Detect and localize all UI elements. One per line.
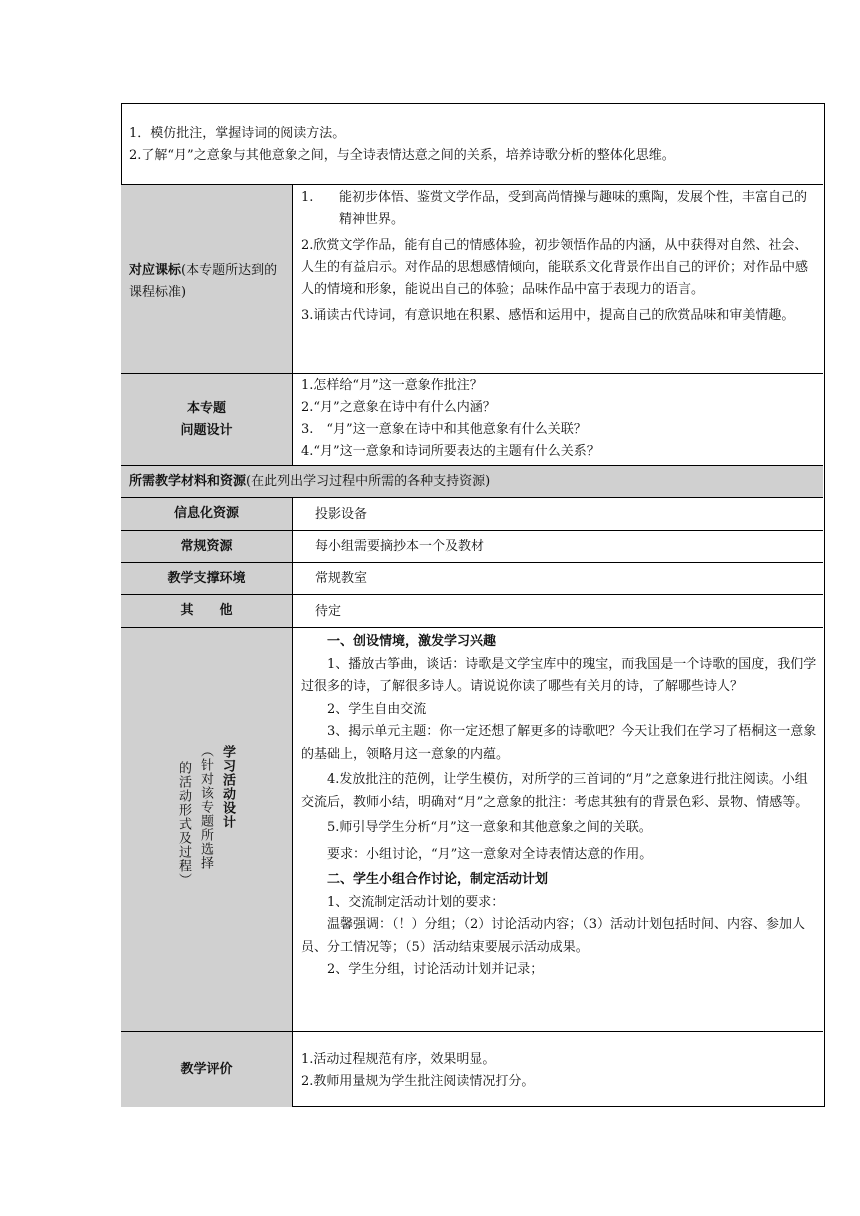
- objective-item: 1．模仿批注，掌握诗词的阅读方法。: [129, 126, 346, 141]
- standards-content-cell: [301, 185, 817, 373]
- resource-value: 待定: [315, 604, 342, 619]
- activity-paragraph: 温馨强调：（！）分组；（2）讨论活动内容；（3）活动计划包括时间、内容、参加人员、分工情况等；（5）活动结束要展示活动成果。: [301, 917, 806, 955]
- evaluation-item: 2.教师用量规为学生批注阅读情况打分。: [301, 1074, 535, 1089]
- resource-value: 投影设备: [315, 507, 368, 522]
- section-title: 一、创设情境，激发学习兴趣: [327, 634, 497, 649]
- resource-label: 教学支撑环境: [121, 563, 292, 594]
- questions-label: 问题设计: [180, 423, 233, 438]
- materials-header-row: [121, 466, 823, 498]
- questions-row: [121, 374, 823, 466]
- resource-value: 常规教室: [315, 571, 368, 586]
- resource-row: [121, 563, 823, 595]
- standards-row: [121, 185, 823, 374]
- materials-header-title: 所需教学材料和资源: [129, 474, 247, 489]
- resource-row: [121, 531, 823, 563]
- activities-row: [121, 628, 823, 1032]
- materials-header-note: (在此列出学习过程中所需的各种支持资源): [246, 474, 491, 489]
- resource-row: [121, 595, 823, 628]
- questions-label: 本专题: [186, 401, 226, 416]
- activities-label-note: 的活动形式及过程）: [176, 761, 191, 887]
- question-item: 3. “月”这一意象在诗中和其他意象有什么关联？: [301, 422, 587, 437]
- standard-item: 2.欣赏文学作品，能有自己的情感体验，初步领悟作品的内涵，从中获得对自然、社会、人生的有益启示。对作品的思想感情倾向，能联系文化背景作出自己的评价；对作品中感人的情境和形象，能说出自己的体验；品味作品中富于表现力的语言。: [301, 238, 809, 297]
- standard-item: 3.诵读古代诗词，有意识地在积累、感悟和运用中，提高自己的欣赏品味和审美情趣。: [301, 308, 795, 323]
- activity-paragraph: 5.师引导学生分析“月”这一意象和其他意象之间的关联。: [327, 820, 652, 835]
- activity-paragraph: 要求：小组讨论，“月”这一意象对全诗表情达意的作用。: [327, 846, 653, 862]
- standards-label-cell: [121, 185, 292, 373]
- lesson-plan-table: [121, 103, 825, 1107]
- activity-paragraph: 4.发放批注的范例，让学生模仿，对所学的三首词的“月”之意象进行批注阅读。小组交流后，教师小结，明确对“月”之意象的批注：考虑其独有的背景色彩、景物、情感等。: [301, 772, 809, 810]
- question-item: 2.“月”之意象在诗中有什么内涵？: [301, 400, 496, 415]
- section-title: 二、学生小组合作讨论，制定活动计划: [327, 872, 549, 887]
- questions-content-cell: [301, 374, 817, 465]
- evaluation-content-cell: [301, 1032, 817, 1107]
- activities-label: 学习活动设计: [220, 745, 235, 829]
- activities-label-cell: [121, 628, 292, 1031]
- resource-row: [121, 498, 823, 531]
- questions-label-cell: [121, 374, 292, 465]
- question-item: 1.怎样给“月”这一意象作批注？: [301, 378, 483, 393]
- evaluation-label: 教学评价: [121, 1032, 292, 1107]
- standards-label-note: (本专题所达到的课程标准): [129, 263, 278, 300]
- resource-value: 每小组需要摘抄本一个及教材: [315, 539, 485, 554]
- resource-label: 常规资源: [121, 531, 292, 562]
- standards-label: 对应课标: [129, 263, 182, 278]
- objectives-cell: [129, 103, 817, 184]
- question-item: 4.“月”这一意象和诗词所要表达的主题有什么关系？: [301, 444, 600, 459]
- activity-paragraph: 2、学生分组，讨论活动计划并记录；: [327, 962, 544, 977]
- objective-item: 2.了解“月”之意象与其他意象之间，与全诗表情达意之间的关系，培养诗歌分析的整体化思维。: [129, 148, 675, 163]
- resource-label: 信息化资源: [121, 498, 292, 530]
- resource-label: 其 他: [121, 595, 292, 627]
- activity-paragraph: 3、揭示单元主题：你一定还想了解更多的诗歌吧？今天让我们在学习了梧桐这一意象的基础上，领略月这一意象的内蕴。: [301, 724, 817, 762]
- activities-label-note: （针对该专题所选择: [198, 744, 213, 870]
- activity-paragraph: 1、播放古筝曲，谈话：诗歌是文学宝库中的瑰宝，而我国是一个诗歌的国度，我们学过很多的诗，了解很多诗人。请说说你读了哪些有关月的诗，了解哪些诗人？: [301, 656, 817, 694]
- activities-content-cell: [301, 628, 817, 1031]
- objectives-row: [121, 103, 823, 185]
- evaluation-row: [121, 1032, 823, 1107]
- evaluation-item: 1.活动过程规范有序，效果明显。: [301, 1052, 496, 1067]
- standard-item: 1. 能初步体悟、鉴赏文学作品，受到高尚情操与趣味的熏陶，发展个性，丰富自己的精神世界。: [301, 190, 808, 227]
- activity-paragraph: 2、学生自由交流: [327, 701, 427, 717]
- activity-paragraph: 1、交流制定活动计划的要求：: [327, 894, 505, 910]
